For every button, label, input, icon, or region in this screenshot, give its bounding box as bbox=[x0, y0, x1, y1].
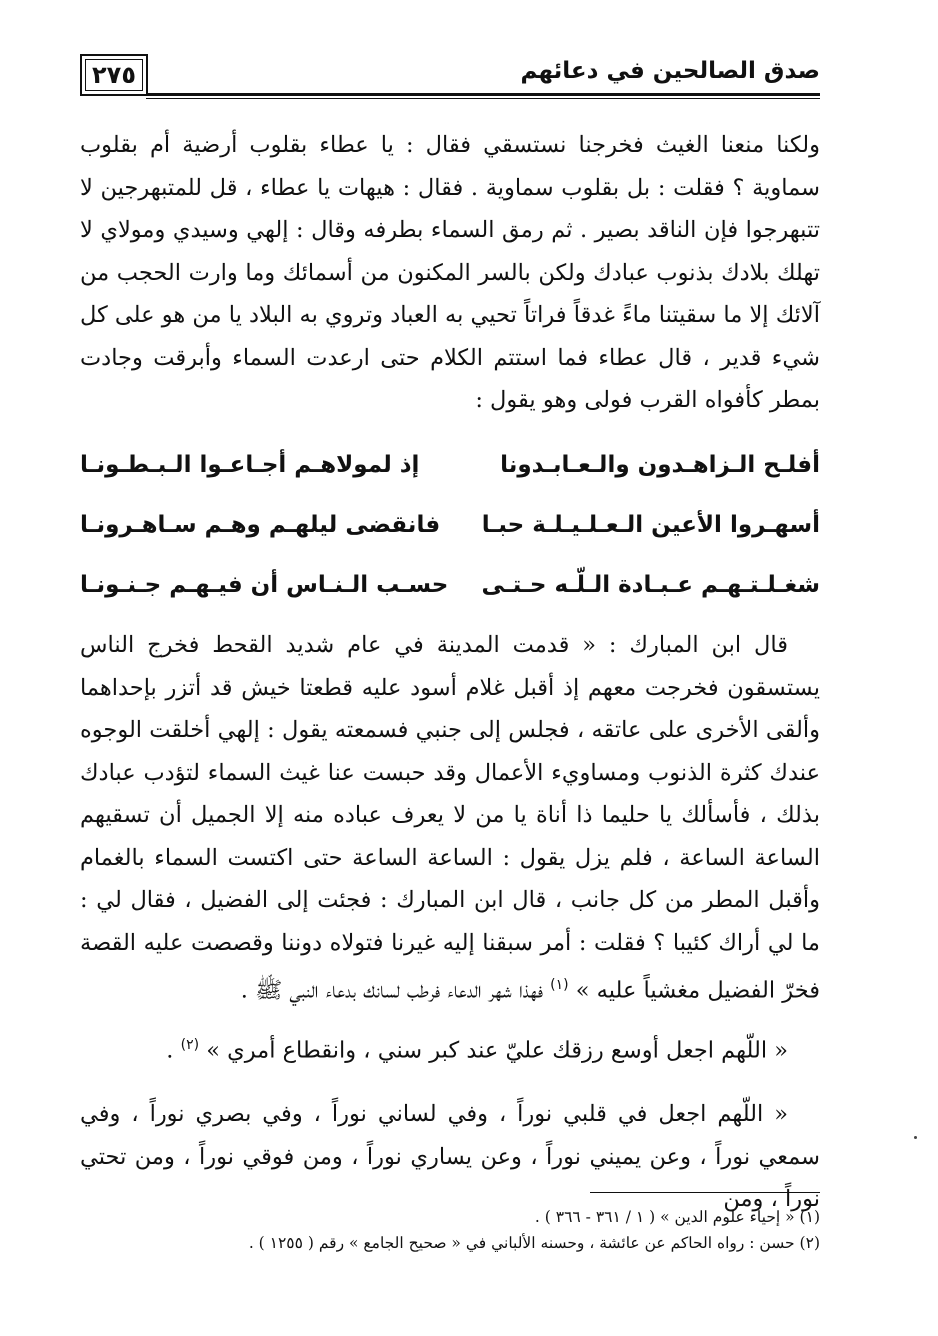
dua-light bbox=[80, 1093, 820, 1221]
poem-second-hemistich: إذ لمولاهـم أجـاعـوا الـبـطـونـا bbox=[80, 452, 420, 478]
dua-tail: . bbox=[166, 1037, 174, 1064]
running-head bbox=[80, 48, 820, 98]
poem-verse bbox=[80, 508, 820, 568]
header-rule-thin bbox=[146, 98, 820, 99]
header-rule bbox=[146, 93, 820, 96]
poem bbox=[80, 448, 820, 628]
footnotes bbox=[80, 1204, 820, 1256]
poem-first-hemistich: أسهـروا الأعين الـعـلـيـلـة حبـا bbox=[481, 512, 820, 538]
poem-second-hemistich: حسـب الـنـاس أن فيـهـم جـنـونـا bbox=[80, 572, 449, 598]
footnote-reference: (٢) bbox=[180, 1037, 200, 1053]
page-number: ٢٧٥ bbox=[80, 54, 148, 96]
paragraph-text: ولكنا منعنا الغيث فخرجنا نستسقي فقال : يا عطاء بقلوب أرضية أم بقلوب سماوية ؟ فقلت : بل بقلوب سماوية . فقال : هيهات يا عطاء ، قل للمتبهرجين لا تتبهرجوا فإن الناقد بصير . ثم رمق السماء بطرفه وقال : إلهي وسيدي ومولاي لا تهلك بلادك بذنوب عبادك ولكن بالسر المكنون من أسمائك وما وارت الحجب من آلائك إلا ما سقيتنا ماءً غدقاً فراتاً تحيي به العباد وتروي به البلاد يا من هو على كل شيء قدير ، قال عطاء فما استتم الكلام حتى ارعدت السماء وأبرقت وجادت بمطر كأفواه القرب فولى وهو يقول : bbox=[80, 132, 820, 413]
dua-text: « اللّهم اجعل في قلبي نوراً ، وفي لساني نوراً ، وفي بصري نوراً ، وفي سمعي نوراً ، وعن يميني نوراً ، وعن يساري نوراً ، ومن فوقي نوراً ، ومن تحتي نوراً ، ومن bbox=[80, 1101, 820, 1212]
dua-text: « اللّهم اجعل أوسع رزقك عليّ عند كبر سني ، وانقطاع أمري » bbox=[206, 1037, 788, 1064]
paragraph-tail: فهذا شهر الدعاء فرطب لسانك بدعاء النبي ﷺ . bbox=[240, 977, 543, 1004]
paragraph-ata-story bbox=[80, 124, 820, 422]
poem-first-hemistich: أفلـح الـزاهـدون والـعـابـدونا bbox=[500, 452, 820, 478]
poem-second-hemistich: فانقضى ليلهـم وهـم سـاهـرونـا bbox=[80, 512, 441, 538]
poem-first-hemistich: شغـلـتـهـم عـبـادة الـلّـه حـتـى bbox=[481, 572, 820, 598]
poem-verse bbox=[80, 568, 820, 628]
margin-speck bbox=[914, 1136, 917, 1139]
paragraph-ibn-al-mubarak bbox=[80, 624, 820, 1012]
dua-provision bbox=[80, 1024, 820, 1072]
poem-verse bbox=[80, 448, 820, 508]
footnote-1: (١) « إحياء علوم الدين » ( ١ / ٣٦١ - ٣٦٦ ) . bbox=[534, 1208, 820, 1226]
footnote-2: (٢) حسن : رواه الحاكم عن عائشة ، وحسنه الألباني في « صحيح الجامع » رقم ( ١٢٥٥ ) . bbox=[248, 1234, 820, 1252]
book-title: صدق الصالحين في دعائهم bbox=[520, 58, 820, 84]
paragraph-text: قال ابن المبارك : « قدمت المدينة في عام شديد القحط فخرج الناس يستسقون فخرجت معهم إذ أقبل غلام أسود عليه قطعتا خيش قد أتزر بإحداهما وألقى الأخرى على عاتقه ، فجلس إلى جنبي فسمعته يقول : إلهي أخلقت الوجوه عندك كثرة الذنوب ومساويء الأعمال وقد حبست عنا غيث السماء لتؤدب عبادك بذلك ، فأسألك يا حليما ذا أناة يا من لا يعرف عباده منه إلا الجميل أن تسقيهم الساعة الساعة ، فلم يزل يقول : الساعة الساعة حتى اكتست السماء بالغمام وأقبل المطر من كل جانب ، قال ابن المبارك : فجئت إلى الفضيل ، فقال لي : ما لي أراك كئيبا ؟ فقلت : أمر سبقنا إليه غيرنا فتولاه دوننا وقصصت عليه القصة فخرّ الفضيل مغشياً عليه » bbox=[80, 632, 820, 1004]
footnote-rule bbox=[590, 1192, 820, 1193]
footnote-reference: (١) bbox=[550, 977, 569, 993]
